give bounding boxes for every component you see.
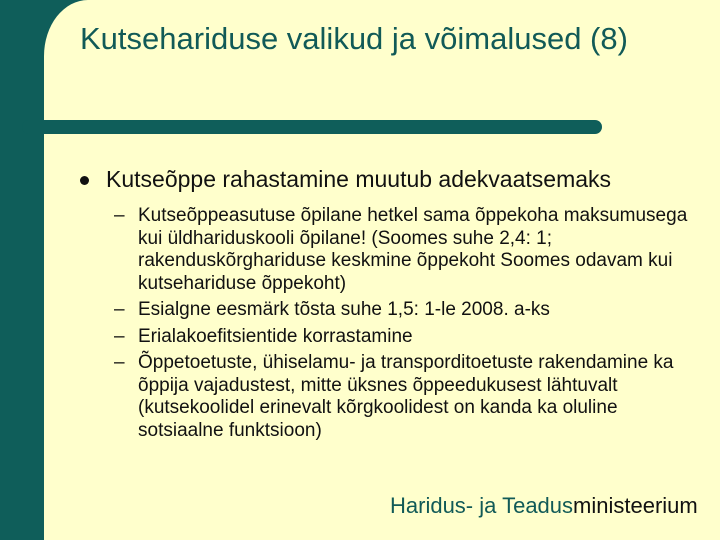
bullet-dot-icon bbox=[78, 166, 106, 185]
slide-content bbox=[78, 166, 708, 446]
title-underline-bar bbox=[22, 120, 602, 134]
left-accent-bar bbox=[0, 0, 44, 540]
sub-bullet-item bbox=[114, 205, 708, 295]
sub-bullet-list bbox=[78, 205, 708, 442]
dash-marker: – bbox=[114, 325, 125, 347]
bullet-text: Kutseõppe rahastamine muutub adekvaatsemaks bbox=[106, 166, 612, 192]
sub-bullet-text: Kutseõppeasutuse õpilane hetkel sama õppekoha maksumusega kui üldhariduskooli õpilane! (Soomes suhe 2,4: 1; rakenduskõrghariduse keskmine õppekoht Soomes odavam kui kutsehariduse õppekoht) bbox=[138, 205, 688, 294]
dash-marker: – bbox=[114, 205, 125, 226]
slide-title: Kutsehariduse valikud ja võimalused (8) bbox=[80, 21, 628, 56]
sub-bullet-item bbox=[114, 299, 708, 322]
sub-bullet-text: Erialakoefitsientide korrastamine bbox=[138, 325, 413, 347]
logo-text-part2: ministeerium bbox=[573, 493, 698, 518]
sub-bullet-text: Õppetoetuste, ühiselamu- ja transporditoetuste rakendamine ka õppija vajadustest, mitte üksnes õppeedukusest lähtuvalt (kutsekoolidel erinevalt kõrgkoolidest on kanda ka oluline sotsiaalne funktsioon) bbox=[138, 352, 674, 441]
sub-bullet-item bbox=[114, 326, 708, 349]
logo-text-part1: Haridus- ja Teadus bbox=[390, 493, 574, 518]
sub-bullet-text: Esialgne eesmärk tõsta suhe 1,5: 1-le 2008. a-ks bbox=[138, 299, 550, 320]
dash-marker: – bbox=[114, 352, 125, 373]
sub-bullet-item bbox=[114, 352, 708, 442]
dash-marker: – bbox=[114, 299, 125, 320]
bullet-item bbox=[78, 166, 708, 193]
ministry-logo bbox=[390, 493, 698, 519]
